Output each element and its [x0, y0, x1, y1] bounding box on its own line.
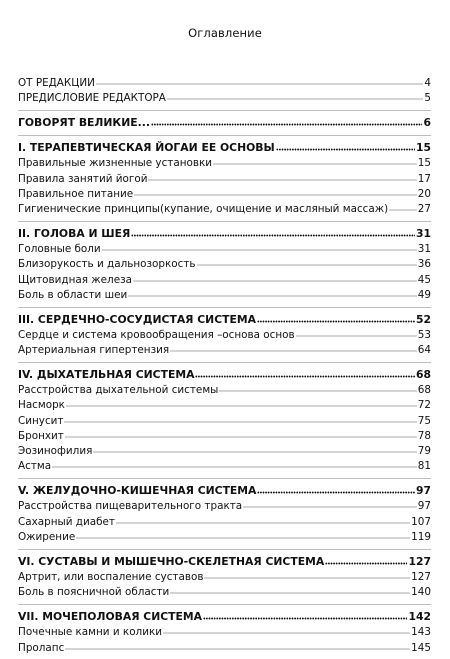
toc-section-label: III. СЕРДЕЧНО-СОСУДИСТАЯ СИСТЕМА	[18, 312, 256, 326]
toc-entry-page: 36	[417, 258, 431, 271]
toc-entry-label: ПРЕДИСЛОВИЕ РЕДАКТОРА	[18, 92, 166, 105]
toc-section-label: I. ТЕРАПЕВТИЧЕСКАЯ ЙОГАИ ЕЕ ОСНОВЫ	[18, 141, 275, 155]
dot-leader	[389, 209, 417, 212]
toc-entry-label: Боль в области шеи	[18, 288, 128, 301]
divider	[18, 307, 431, 308]
dot-leader	[116, 522, 410, 525]
page-title: Оглавление	[188, 26, 262, 40]
toc-section-label: II. ГОЛОВА И ШЕЯ	[18, 227, 131, 241]
toc-entry-page: 45	[417, 273, 431, 286]
dot-leader	[163, 632, 410, 635]
toc-entry-page: 75	[417, 414, 431, 427]
dot-leader	[65, 648, 410, 651]
toc-entry-preface[interactable]	[18, 91, 431, 106]
toc-entry-label: Бронхит	[18, 429, 64, 442]
toc-entry[interactable]	[18, 172, 431, 187]
toc-entry[interactable]	[18, 459, 431, 474]
toc-entry-page: 81	[417, 460, 431, 473]
dot-leader	[195, 375, 415, 378]
toc-entry-page: 127	[411, 570, 431, 583]
toc-entry-label: Расстройства дыхательной системы	[18, 384, 219, 397]
toc-entry-label: Щитовидная железа	[18, 273, 132, 286]
toc-entry[interactable]	[18, 328, 431, 343]
toc-section-heading[interactable]	[18, 482, 431, 499]
divider	[18, 362, 431, 363]
toc-entry-page: 97	[417, 500, 431, 513]
toc-entry[interactable]	[18, 641, 431, 656]
toc-entry-label: Ожирение	[18, 530, 76, 543]
toc-entry-label: Сердце и система кровообращения –основа основ	[18, 328, 295, 341]
toc-entry[interactable]	[18, 273, 431, 288]
toc-sections	[18, 139, 431, 655]
toc-entry-page: 20	[417, 187, 431, 200]
toc-section-label: VI. СУСТАВЫ И МЫШЕЧНО-СКЕЛЕТНАЯ СИСТЕМА	[18, 554, 325, 568]
toc-entry-page: 53	[417, 328, 431, 341]
divider	[18, 135, 431, 136]
dot-leader	[203, 617, 407, 620]
toc-entry-page: 145	[411, 641, 431, 654]
toc-entry[interactable]	[18, 156, 431, 171]
toc-entry[interactable]	[18, 202, 431, 217]
dot-leader	[197, 264, 417, 267]
dot-leader	[243, 506, 417, 509]
toc-section-heading[interactable]	[18, 225, 431, 242]
toc-entry[interactable]	[18, 257, 431, 272]
dot-leader	[52, 466, 417, 469]
toc-entry[interactable]	[18, 570, 431, 585]
dot-leader	[96, 83, 424, 86]
toc-section-heading[interactable]	[18, 553, 431, 570]
dot-leader	[170, 350, 417, 353]
toc-entry-editorial[interactable]	[18, 76, 431, 91]
toc-entry-label: Головные боли	[18, 243, 101, 256]
toc-entry-page: 79	[417, 445, 431, 457]
toc-section-label: ГОВОРЯТ ВЕЛИКИЕ...	[18, 116, 150, 130]
toc-entry[interactable]	[18, 530, 431, 545]
toc-entry[interactable]	[18, 625, 431, 640]
toc-entry[interactable]	[18, 398, 431, 413]
toc-entry-page: 49	[417, 288, 431, 301]
toc-entry-label: Артериальная гипертензия	[18, 344, 170, 357]
toc-entry-page: 27	[417, 202, 431, 215]
toc-section-page: 68	[415, 368, 431, 382]
toc-entry-page: 4	[424, 77, 431, 89]
toc-section-label: IV. ДЫХАТЕЛЬНАЯ СИСТЕМА	[18, 368, 195, 382]
toc-section-page: 127	[408, 554, 431, 568]
toc-entry-page: 15	[417, 157, 431, 170]
toc-entry[interactable]	[18, 414, 431, 429]
toc-entry-label: Насморк	[18, 399, 65, 412]
dot-leader	[167, 98, 423, 101]
toc-section-heading[interactable]	[18, 366, 431, 383]
toc-entry-page: 78	[417, 429, 431, 442]
dot-leader	[213, 163, 417, 166]
toc-entry[interactable]	[18, 444, 431, 459]
toc-section-page: 97	[415, 484, 431, 498]
toc-entry-label: ОТ РЕДАКЦИИ	[18, 77, 95, 89]
toc-entry-label: Сахарный диабет	[18, 515, 115, 528]
dot-leader	[133, 280, 417, 283]
toc-section-heading[interactable]	[18, 311, 431, 328]
dot-leader	[128, 295, 417, 298]
toc-entry[interactable]	[18, 343, 431, 358]
divider	[18, 478, 431, 479]
dot-leader	[148, 179, 416, 182]
toc-section-label: VII. МОЧЕПОЛОВАЯ СИСТЕМА	[18, 610, 203, 624]
toc-section-quotes[interactable]	[18, 114, 431, 131]
toc-section-page: 15	[415, 141, 431, 155]
toc-entry[interactable]	[18, 585, 431, 600]
toc-entry-label: Правильные жизненные установки	[18, 157, 213, 170]
dot-leader	[257, 320, 415, 323]
toc-entry-page: 72	[417, 399, 431, 412]
toc-entry-label: Боль в поясничной области	[18, 586, 170, 599]
toc-entry-page: 5	[424, 92, 431, 105]
toc-entry-page: 119	[411, 530, 431, 543]
toc-entry-label: Почечные камни и колики	[18, 626, 162, 639]
toc-section-page: 6	[423, 116, 431, 130]
dot-leader	[325, 562, 407, 565]
toc-entry-label: Близорукость и дальнозоркость	[18, 258, 196, 271]
toc-section-page: 31	[415, 227, 431, 241]
dot-leader	[276, 148, 415, 151]
toc-entry[interactable]	[18, 515, 431, 530]
toc-entry-page: 64	[417, 344, 431, 357]
toc-entry-page: 68	[417, 384, 431, 397]
toc-section-heading[interactable]	[18, 608, 431, 625]
divider	[18, 549, 431, 550]
divider	[18, 604, 431, 605]
dot-leader	[76, 537, 410, 540]
toc-entry-label: Эозинофилия	[18, 445, 93, 457]
toc-entry-label: Расстройства пищеварительного тракта	[18, 500, 243, 513]
toc-entry-page: 31	[417, 243, 431, 256]
toc-entry[interactable]	[18, 288, 431, 303]
toc-entry-label: Пролапс	[18, 641, 65, 654]
toc-entry-label: Гигиенические принципы(купание, очищение и масляный массаж)	[18, 202, 389, 215]
dot-leader	[93, 451, 416, 454]
dot-leader	[65, 436, 417, 439]
toc-entry-page: 143	[411, 626, 431, 639]
toc-entry[interactable]	[18, 187, 431, 202]
toc-entry-label: Синусит	[18, 414, 64, 427]
dot-leader	[102, 249, 417, 252]
toc-section-page: 142	[408, 610, 431, 624]
toc-entry-page: 17	[417, 172, 431, 185]
toc-entry[interactable]	[18, 383, 431, 398]
toc-section-heading[interactable]	[18, 139, 431, 156]
toc-entry[interactable]	[18, 242, 431, 257]
dot-leader	[204, 577, 410, 580]
dot-leader	[170, 592, 410, 595]
toc-entry-page: 140	[411, 586, 431, 599]
dot-leader	[151, 123, 423, 126]
toc-entry[interactable]	[18, 499, 431, 514]
toc-entry-label: Правила занятий йогой	[18, 172, 148, 185]
dot-leader	[257, 491, 415, 494]
divider	[18, 110, 431, 111]
dot-leader	[219, 390, 416, 393]
dot-leader	[131, 234, 415, 237]
toc-entry-label: Астма	[18, 460, 52, 473]
dot-leader	[296, 335, 417, 338]
toc-entry-page: 107	[411, 515, 431, 528]
toc-section-label: V. ЖЕЛУДОЧНО-КИШЕЧНАЯ СИСТЕМА	[18, 484, 257, 498]
dot-leader	[64, 421, 416, 424]
table-of-contents	[18, 76, 431, 656]
dot-leader	[66, 405, 417, 408]
toc-entry-label: Артрит, или воспаление суставов	[18, 570, 204, 583]
divider	[18, 221, 431, 222]
dot-leader	[134, 194, 417, 197]
toc-entry[interactable]	[18, 429, 431, 444]
toc-section-page: 52	[415, 312, 431, 326]
toc-entry-label: Правильное питание	[18, 187, 134, 200]
